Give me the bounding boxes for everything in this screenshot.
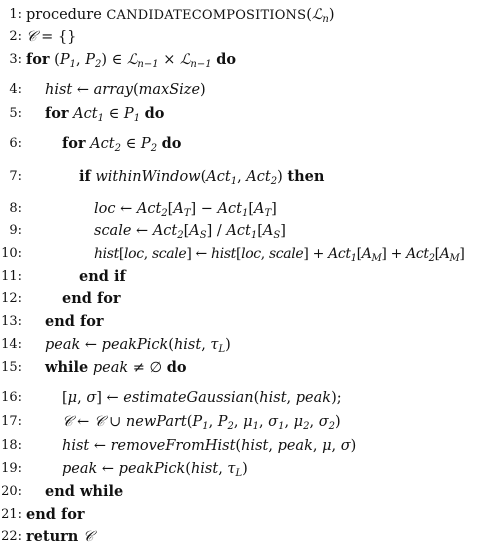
algorithm-line <box>0 388 501 408</box>
line-code: 𝒞 ← 𝒞 ∪ $newPart(P_1$, $P_2$, $\mu_1$, $\sigma_1$, $\mu_2$, $\sigma_2$) <box>62 414 341 432</box>
algorithm-line <box>0 244 501 264</box>
line-number: 4: <box>9 82 22 97</box>
line-number: 2: <box>9 29 22 44</box>
algorithm-line <box>0 505 501 525</box>
line-number: 5: <box>9 106 22 121</box>
algorithm-line <box>0 459 501 479</box>
algorithm-line <box>0 527 501 547</box>
algorithm-line <box>0 335 501 355</box>
algorithm-line <box>0 289 501 309</box>
line-number: 18: <box>1 438 22 453</box>
line-code: end for <box>45 313 104 330</box>
algorithm-line <box>0 267 501 287</box>
line-code: hist ← removeFromHist(hist, peak, μ, σ) <box>62 438 357 454</box>
line-number: 21: <box>1 507 22 522</box>
algorithm-line <box>0 482 501 502</box>
line-number: 11: <box>1 269 22 284</box>
line-code: [μ, σ] ← estimateGaussian(hist, peak); <box>62 390 342 406</box>
line-code: while peak ≠ ∅ do <box>45 359 187 376</box>
line-code: loc ← $Act_2[A_T] - Act_1[A_T]$ <box>94 201 277 219</box>
line-number: 10: <box>1 246 22 261</box>
line-number: 15: <box>1 360 22 375</box>
line-number: 19: <box>1 461 22 476</box>
line-code: for ($P_1$, $P_2$) ∈ ℒ$_{n-1}$ × ℒ$_{n-1}$ do <box>26 51 237 70</box>
algorithm-line <box>0 412 501 432</box>
line-number: 1: <box>9 7 22 22</box>
line-code: procedure CANDIDATECOMPOSITIONS(ℒ$_n$) <box>26 7 335 25</box>
line-code: for Act$_1$ ∈ $P_1$ do <box>45 105 165 124</box>
line-number: 20: <box>1 484 22 499</box>
algorithm-line <box>0 312 501 332</box>
line-number: 9: <box>9 223 22 238</box>
line-code: 𝒞 = {} <box>26 29 77 45</box>
line-code: end while <box>45 483 124 500</box>
line-code: for Act$_2$ ∈ $P_2$ do <box>62 135 182 154</box>
algorithm-line <box>0 80 501 100</box>
line-number: 14: <box>1 337 22 352</box>
line-number: 12: <box>1 291 22 306</box>
algorithm-line <box>0 5 501 25</box>
line-number: 7: <box>9 169 22 184</box>
algorithm-line <box>0 104 501 124</box>
algorithm-line <box>0 436 501 456</box>
line-code: end for <box>62 290 121 307</box>
line-code: hist[loc, scale] ← hist[loc, scale] + $Act_1[A_M] + Act_2[A_M]$ <box>94 246 465 264</box>
line-number: 13: <box>1 314 22 329</box>
line-number: 17: <box>1 414 22 429</box>
algorithm-line <box>0 167 501 187</box>
line-code: peak ← peakPick(hist, $\tau_L$) <box>62 461 248 479</box>
line-number: 6: <box>9 136 22 151</box>
algorithm-line <box>0 27 501 47</box>
algorithm-line <box>0 199 501 219</box>
line-code: peak ← peakPick(hist, $\tau_L$) <box>45 337 231 355</box>
algorithm-line <box>0 221 501 241</box>
line-code: if withinWindow(Act$_1$, Act$_2$) then <box>79 168 325 187</box>
line-code: end if <box>79 268 126 285</box>
line-code: scale ← $Act_2[A_S] / Act_1[A_S]$ <box>94 223 286 241</box>
line-number: 3: <box>9 52 22 67</box>
line-code: hist ← array(maxSize) <box>45 82 206 98</box>
algorithm-line <box>0 358 501 378</box>
algorithm-line <box>0 50 501 70</box>
line-code: return 𝒞 <box>26 528 94 545</box>
line-number: 8: <box>9 201 22 216</box>
line-number: 22: <box>1 529 22 544</box>
line-code: end for <box>26 506 85 523</box>
line-number: 16: <box>1 390 22 405</box>
algorithm-line <box>0 134 501 154</box>
